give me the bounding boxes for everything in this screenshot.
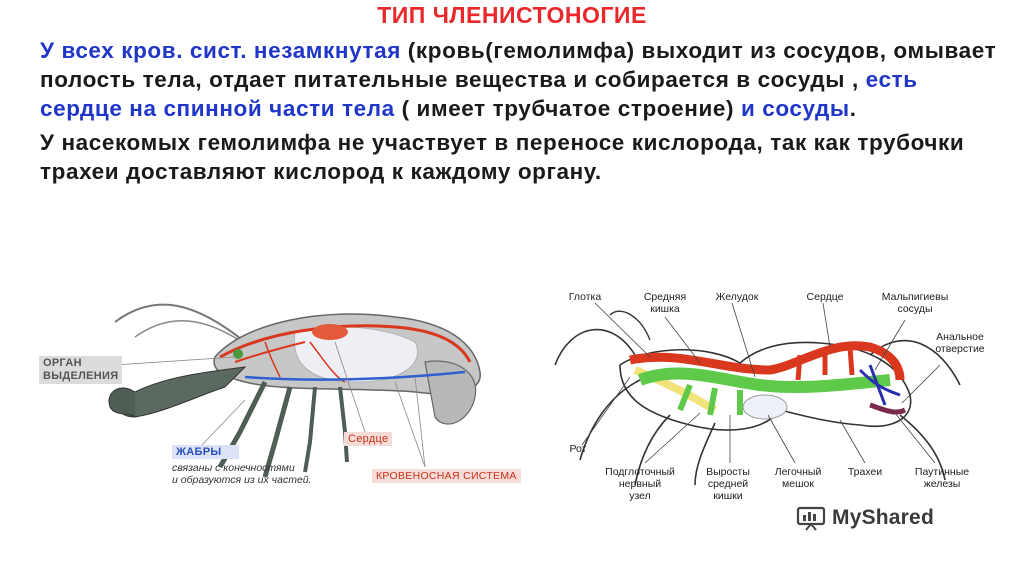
slide-title: ТИП ЧЛЕНИСТОНОГИЕ <box>377 2 647 28</box>
logo-text: MyShared <box>832 506 934 529</box>
label-vyrost-2: средней <box>707 478 749 490</box>
gills-note-line1: связаны с конечностями <box>172 462 295 474</box>
organ-label-line1: ОРГАН <box>43 357 82 369</box>
heart-label: Сердце <box>344 432 392 446</box>
myshared-logo <box>796 505 934 531</box>
gills-note <box>172 462 312 486</box>
label-podgl-2: нервный <box>618 478 662 490</box>
label-anal-2: отверстие <box>935 343 985 355</box>
label-rot: Рот <box>569 443 587 455</box>
label-malp-2: сосуды <box>897 303 933 315</box>
gills-label: ЖАБРЫ <box>172 445 239 459</box>
label-leg-1: Легочный <box>774 466 822 478</box>
text-black-2: ( имеет трубчатое строение) <box>394 96 741 121</box>
presentation-board-icon <box>796 505 826 531</box>
label-podgl-1: Подглоточный <box>605 466 675 478</box>
slide-text <box>40 36 1000 191</box>
label-srednyaya-2: кишка <box>650 303 680 315</box>
label-paut-1: Паутинные <box>914 466 970 478</box>
circulatory-system-label: КРОВЕНОСНАЯ СИСТЕМА <box>372 469 521 483</box>
spider-diagram <box>540 285 1020 505</box>
label-zheludok: Желудок <box>715 291 759 303</box>
text-blue-3: и сосуды <box>740 96 850 121</box>
label-trahei: Трахеи <box>847 466 883 478</box>
label-serdce: Сердце <box>806 291 844 303</box>
label-vyrost-1: Выросты <box>706 466 750 478</box>
text-black-3: . <box>849 96 857 121</box>
label-leg-2: мешок <box>782 478 814 490</box>
paragraph-circulatory <box>40 36 1000 123</box>
gills-note-line2: и образуются из их частей. <box>172 474 312 486</box>
organ-label <box>39 356 122 384</box>
label-vyrost-3: кишки <box>713 490 743 502</box>
label-anal-1: Анальное <box>936 331 984 343</box>
label-malp-1: Мальпигиевы <box>881 291 949 303</box>
label-podgl-3: узел <box>629 490 651 502</box>
paragraph-insects: У насекомых гемолимфа не участвует в переносе кислорода, так как трубочки трахеи доставляют кислород к каждому органу. <box>40 130 965 184</box>
organ-label-line2: ВЫДЕЛЕНИЯ <box>43 370 119 382</box>
text-black-1: (кровь(гемолимфа) выходит из сосудов, омывает полость тела, отдает питательные вещества и собирается в сосуды , <box>40 38 997 92</box>
text-blue-1: У всех кров. сист. незамкнутая <box>40 38 401 63</box>
label-glotka: Глотка <box>568 291 602 303</box>
label-srednyaya-1: Средняя <box>643 291 687 303</box>
text-blue-2: есть сердце на спинной части тела <box>40 67 918 121</box>
label-paut-2: железы <box>923 478 961 490</box>
